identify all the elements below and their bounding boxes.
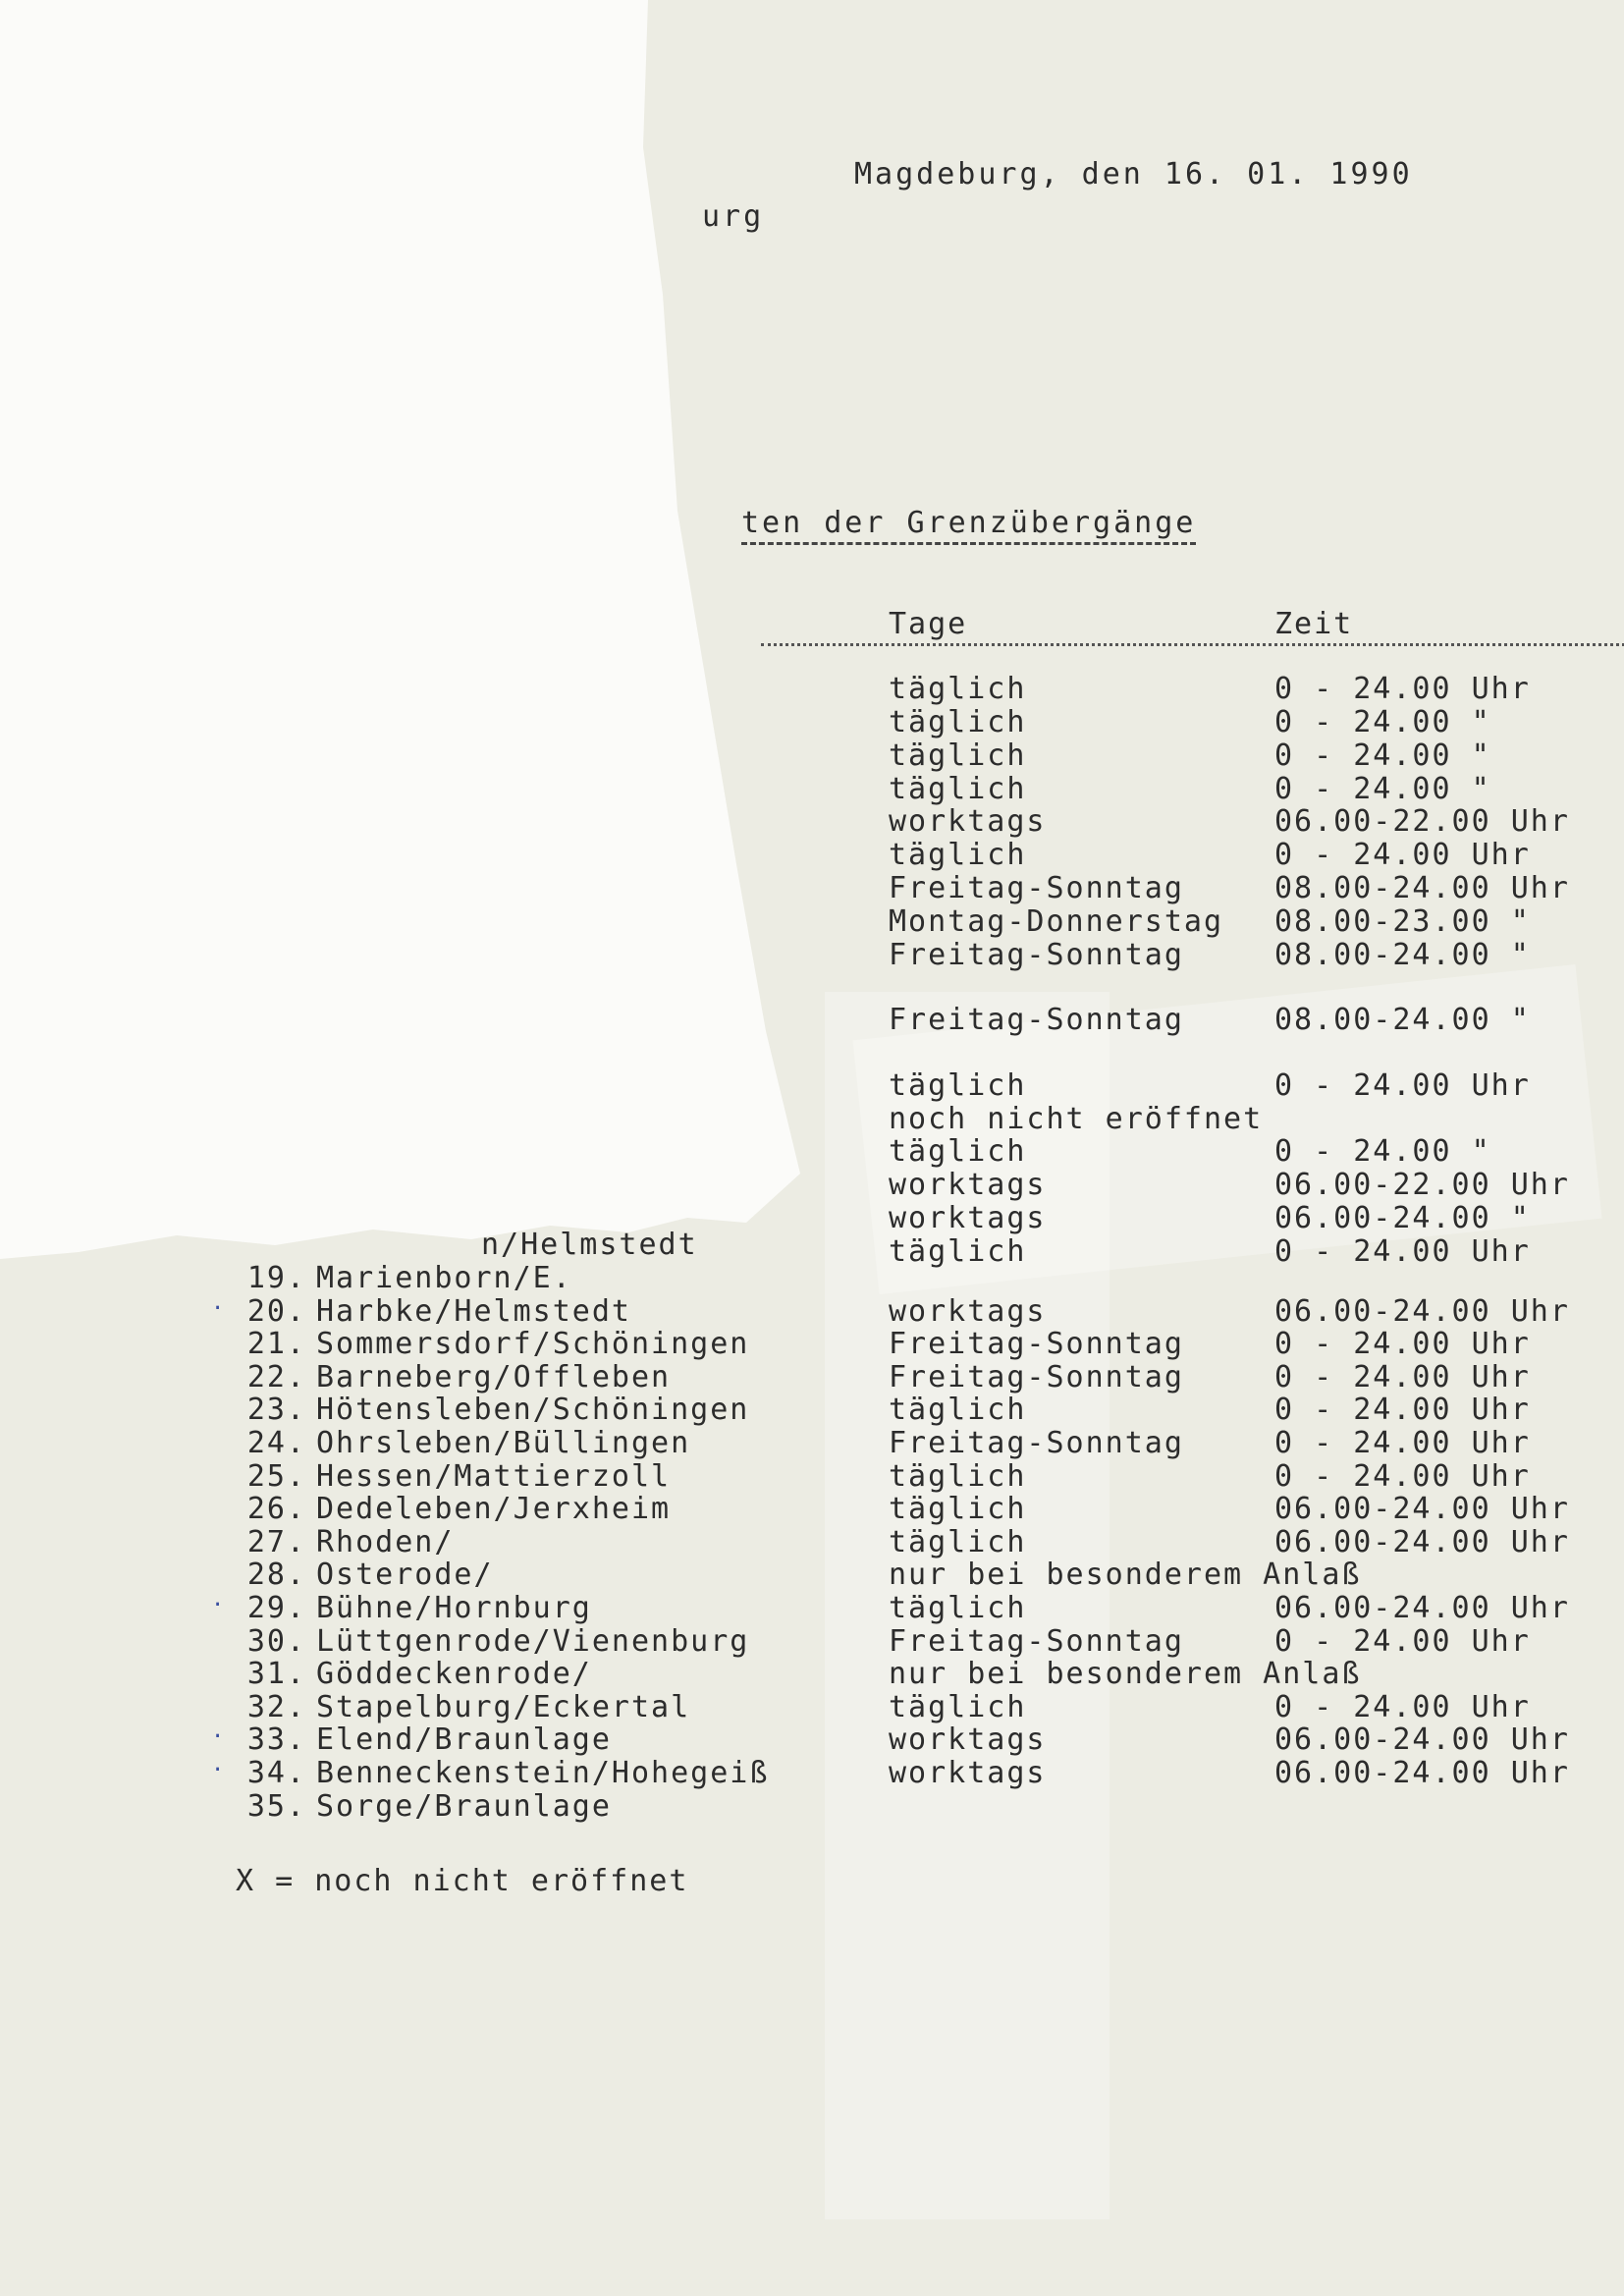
upper-row-days: Freitag-Sonntag — [889, 871, 1184, 905]
upper-row-time: 0 - 24.00 Uhr — [1274, 672, 1531, 706]
crossing-name: Sommersdorf/Schöningen — [316, 1327, 750, 1362]
crossing-time: 0 - 24.00 Uhr — [1274, 1327, 1531, 1362]
upper-row-days: worktags — [889, 1201, 1047, 1235]
upper-row-time: 0 - 24.00 Uhr — [1274, 838, 1531, 872]
list-item-number: 22. — [246, 1359, 306, 1394]
crossing-days: worktags — [889, 1293, 1047, 1329]
crossing-time: 06.00-24.00 Uhr — [1274, 1293, 1570, 1329]
upper-row-days: täglich — [889, 738, 1027, 773]
crossing-name: Elend/Braunlage — [316, 1722, 612, 1758]
crossing-name: Rhoden/ — [316, 1524, 455, 1559]
crossing-time: 0 - 24.00 Uhr — [1274, 1393, 1531, 1428]
list-item-number: 34. — [246, 1756, 306, 1790]
upper-row-time: 06.00-22.00 Uhr — [1274, 804, 1570, 839]
footnote: X = noch nicht eröffnet — [236, 1864, 689, 1898]
crossing-days: täglich — [889, 1524, 1027, 1559]
upper-row-time: 06.00-24.00 " — [1274, 1201, 1531, 1235]
crossing-days: nur bei besonderem Anlaß — [889, 1558, 1362, 1593]
list-item-number: 31. — [246, 1657, 306, 1692]
list-item-number: 35. — [246, 1788, 306, 1824]
upper-row-time: 08.00-23.00 " — [1274, 904, 1531, 939]
crossing-days: täglich — [889, 1393, 1027, 1428]
col-header-days: Tage — [889, 607, 968, 641]
list-item-number: 28. — [246, 1558, 306, 1593]
list-item-number: 33. — [246, 1722, 306, 1758]
upper-row-days: täglich — [889, 838, 1027, 872]
crossing-time: 0 - 24.00 Uhr — [1274, 1623, 1531, 1659]
upper-row-days: täglich — [889, 1134, 1027, 1169]
upper-row-days: Freitag-Sonntag — [889, 938, 1184, 972]
upper-row-time: 0 - 24.00 " — [1274, 705, 1491, 739]
upper-row-time: 08.00-24.00 Uhr — [1274, 871, 1570, 905]
upper-row-days: noch nicht eröffnet — [889, 1102, 1264, 1136]
crossing-time: 06.00-24.00 Uhr — [1274, 1524, 1570, 1559]
upper-row-days: worktags — [889, 1168, 1047, 1202]
list-item-number: 30. — [246, 1623, 306, 1659]
crossing-time: 06.00-24.00 Uhr — [1274, 1492, 1570, 1527]
crossing-name: Bühne/Hornburg — [316, 1591, 592, 1625]
check-mark-icon: · — [211, 1295, 225, 1321]
crossing-days: täglich — [889, 1492, 1027, 1527]
crossing-days: nur bei besonderem Anlaß — [889, 1657, 1362, 1692]
check-mark-icon: · — [211, 1724, 225, 1750]
crossing-time: 0 - 24.00 Uhr — [1274, 1458, 1531, 1494]
crossing-days: Freitag-Sonntag — [889, 1359, 1184, 1394]
list-item-number: 27. — [246, 1524, 306, 1559]
list-item-number: 25. — [246, 1458, 306, 1494]
upper-row-days: täglich — [889, 672, 1027, 706]
crossing-days: täglich — [889, 1689, 1027, 1724]
upper-row-days: täglich — [889, 1068, 1027, 1103]
crossing-time: 0 - 24.00 Uhr — [1274, 1689, 1531, 1724]
crossing-name: Ohrsleben/Büllingen — [316, 1426, 691, 1460]
row-name-fragment: n/Helmstedt — [481, 1228, 698, 1262]
upper-row-days: Freitag-Sonntag — [889, 1003, 1184, 1037]
crossing-name: Hötensleben/Schöningen — [316, 1393, 750, 1428]
check-mark-icon: · — [211, 1593, 225, 1617]
crossing-days: Freitag-Sonntag — [889, 1426, 1184, 1460]
crossing-time: 06.00-24.00 Uhr — [1274, 1722, 1570, 1758]
upper-row-time: 0 - 24.00 Uhr — [1274, 1234, 1531, 1269]
crossing-name: Barneberg/Offleben — [316, 1359, 672, 1394]
sender-fragment: urg — [702, 199, 765, 234]
check-mark-icon: · — [211, 1758, 225, 1782]
list-item-number: 19. — [246, 1261, 306, 1295]
crossing-name: Harbke/Helmstedt — [316, 1293, 631, 1329]
upper-row-time: 08.00-24.00 " — [1274, 938, 1531, 972]
upper-row-days: täglich — [889, 772, 1027, 806]
place-date: Magdeburg, den 16. 01. 1990 — [854, 157, 1413, 191]
crossing-time: 06.00-24.00 Uhr — [1274, 1591, 1570, 1625]
upper-row-days: täglich — [889, 705, 1027, 739]
upper-row-time: 0 - 24.00 " — [1274, 1134, 1491, 1169]
list-item-number: 24. — [246, 1426, 306, 1460]
list-item-number: 23. — [246, 1393, 306, 1428]
crossing-name: Sorge/Braunlage — [316, 1788, 612, 1824]
upper-row-time: 06.00-22.00 Uhr — [1274, 1168, 1570, 1202]
crossing-days: worktags — [889, 1722, 1047, 1758]
upper-row-days: Montag-Donnerstag — [889, 904, 1224, 939]
crossing-days: worktags — [889, 1756, 1047, 1790]
crossing-name: Göddeckenrode/ — [316, 1657, 592, 1692]
upper-row-days: täglich — [889, 1234, 1027, 1269]
crossing-name: Osterode/ — [316, 1558, 494, 1593]
upper-row-time: 0 - 24.00 Uhr — [1274, 1068, 1531, 1103]
crossing-days: täglich — [889, 1591, 1027, 1625]
list-item-number: 32. — [246, 1689, 306, 1724]
document-title: ten der Grenzübergänge — [741, 506, 1196, 545]
header-rule — [761, 643, 1624, 646]
upper-row-days: worktags — [889, 804, 1047, 839]
upper-row-time: 0 - 24.00 " — [1274, 738, 1491, 773]
crossing-days: Freitag-Sonntag — [889, 1623, 1184, 1659]
crossing-time: 0 - 24.00 Uhr — [1274, 1359, 1531, 1394]
crossing-name: Dedeleben/Jerxheim — [316, 1492, 672, 1527]
crossing-time: 06.00-24.00 Uhr — [1274, 1756, 1570, 1790]
col-header-time: Zeit — [1274, 607, 1354, 641]
list-item-number: 21. — [246, 1327, 306, 1362]
crossing-time: 0 - 24.00 Uhr — [1274, 1426, 1531, 1460]
crossing-name: Hessen/Mattierzoll — [316, 1458, 672, 1494]
list-item-number: 29. — [246, 1591, 306, 1625]
crossing-name: Benneckenstein/Hohegeiß — [316, 1756, 770, 1790]
crossing-name: Marienborn/E. — [316, 1261, 572, 1295]
crossing-days: Freitag-Sonntag — [889, 1327, 1184, 1362]
crossing-days: täglich — [889, 1458, 1027, 1494]
crossing-name: Lüttgenrode/Vienenburg — [316, 1623, 750, 1659]
list-item-number: 20. — [246, 1293, 306, 1329]
upper-row-time: 0 - 24.00 " — [1274, 772, 1491, 806]
crossing-name: Stapelburg/Eckertal — [316, 1689, 691, 1724]
list-item-number: 26. — [246, 1492, 306, 1527]
upper-row-time: 08.00-24.00 " — [1274, 1003, 1531, 1037]
